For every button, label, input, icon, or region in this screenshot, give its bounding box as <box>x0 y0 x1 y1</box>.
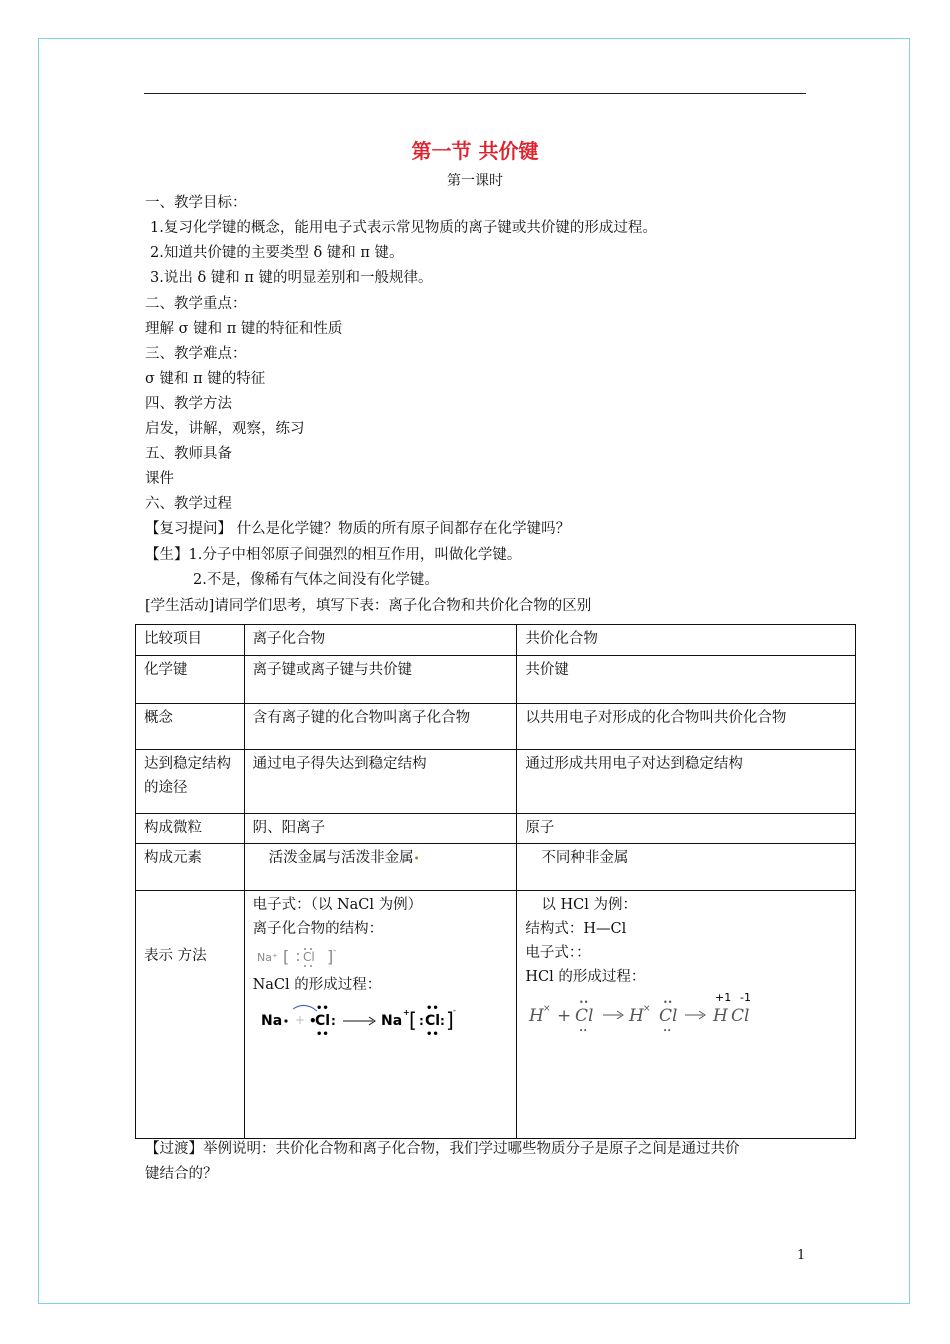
na-ion-charge: + <box>402 1008 410 1017</box>
table-cell: 共价化合物 <box>517 625 856 656</box>
section-heading-difficulties: 三、教学难点： <box>145 346 247 362</box>
cl-ion-charge: - <box>452 1006 456 1015</box>
electron-dot <box>310 965 312 967</box>
electron-dot <box>284 1019 287 1022</box>
electron-dots-bottom: •• <box>425 1029 439 1039</box>
table-cell: 通过电子得失达到稳定结构 <box>244 750 517 814</box>
na-ion-symbol: Na <box>380 1013 402 1029</box>
table-cell: 不同种非金属 <box>517 844 856 891</box>
electron-dots-top: •• <box>579 998 589 1007</box>
cl-symbol: Cl <box>314 1013 330 1029</box>
electron-cross: × <box>643 1004 651 1014</box>
nacl-electron-formula <box>253 941 509 973</box>
electron-dot <box>297 953 299 955</box>
table-cell: 共价键 <box>517 656 856 704</box>
table-row <box>136 750 856 814</box>
section-heading-preparation: 五、教师具备 <box>145 446 232 462</box>
difficulties-text: σ 键和 π 键的特征 <box>145 371 266 387</box>
nacl-formation-graphic <box>253 1001 463 1039</box>
page-subtitle: 第一课时 <box>447 173 503 189</box>
bracket-right: ] <box>326 947 333 966</box>
electron-dots-right: : <box>330 1014 336 1028</box>
table-cell-covalent-representation <box>517 891 856 1139</box>
cl-symbol: Cl <box>731 1006 750 1026</box>
plus-sign: + <box>294 1013 305 1027</box>
nacl-formation-process <box>253 1001 509 1041</box>
electron-transfer-arrow <box>293 1005 317 1011</box>
cl-symbol: Cl <box>302 950 315 964</box>
hcl-example-label: 以 HCl 为例： <box>541 897 637 913</box>
table-cell-text: 活泼金属与活泼非金属 <box>268 850 414 866</box>
plus-sign: + <box>557 1006 572 1026</box>
section-heading-key-points: 二、教学重点： <box>145 296 247 312</box>
hcl-formation-graphic <box>525 989 775 1035</box>
hcl-formation-process <box>525 989 847 1037</box>
electron-dots-top: •• <box>315 1003 329 1014</box>
electron-dots-top: •• <box>663 998 673 1007</box>
table-cell: 原子 <box>517 814 856 844</box>
electron-dots-left: : <box>418 1014 424 1028</box>
goal-item-2: 2.知道共价键的主要类型 δ 键和 π 键。 <box>150 245 404 261</box>
table-cell: 表示 方法 <box>136 891 245 1139</box>
section-heading-process: 六、教学过程 <box>145 496 232 512</box>
electron-cross: × <box>543 1004 551 1014</box>
table-cell: 达到稳定结构的途径 <box>136 750 245 814</box>
table-row <box>136 656 856 704</box>
hcl-structural-formula: 结构式：H—Cl <box>525 921 627 937</box>
key-points-text: 理解 σ 键和 π 键的特征和性质 <box>145 321 343 337</box>
na-symbol: Na <box>260 1013 282 1029</box>
bracket-left: [ <box>408 1008 417 1032</box>
methods-text: 启发，讲解，观察，练习 <box>145 421 305 437</box>
table-cell-ionic-representation <box>244 891 517 1139</box>
electron-dots-bottom: •• <box>663 1027 672 1035</box>
mark-dot: • <box>413 854 420 865</box>
table-row <box>136 814 856 844</box>
table-cell <box>244 844 517 891</box>
student-answer-1: 【生】1.分子中相邻原子间强烈的相互作用，叫做化学键。 <box>145 547 522 563</box>
oxidation-state-cl: -1 <box>740 991 752 1004</box>
comparison-table <box>135 624 856 1139</box>
table-header-row <box>136 625 856 656</box>
h-symbol: H <box>713 1006 729 1026</box>
table-cell: 离子键或离子键与共价键 <box>244 656 517 704</box>
electron-dots-left: • <box>308 1014 317 1028</box>
goal-item-1: 1.复习化学键的概念，能用电子式表示常见物质的离子键或共价键的形成过程。 <box>150 220 657 236</box>
oxidation-state-h: +1 <box>715 991 732 1004</box>
table-cell: 构成微粒 <box>136 814 245 844</box>
cl-ion-symbol: Cl <box>424 1013 440 1029</box>
cl-symbol: Cl <box>575 1006 594 1026</box>
electron-dot <box>310 948 312 950</box>
table-row <box>136 844 856 891</box>
goal-item-3: 3.说出 δ 键和 π 键的明显差别和一般规律。 <box>150 270 433 286</box>
student-answer-2: 2.不是，像稀有气体之间没有化学键。 <box>193 572 439 588</box>
electron-dot <box>304 965 306 967</box>
ionic-electron-formula-label: 电子式：（以 NaCl 为例） <box>252 897 423 913</box>
ionic-structure-label: 离子化合物的结构： <box>252 921 384 937</box>
table-cell: 离子化合物 <box>244 625 517 656</box>
table-row <box>136 704 856 750</box>
electron-dots-right: : <box>439 1014 445 1028</box>
electron-dots-top: •• <box>425 1003 439 1014</box>
page-title: 第一节 共价键 <box>411 139 539 163</box>
preparation-text: 课件 <box>145 471 174 487</box>
electron-dots-bottom: •• <box>315 1029 329 1039</box>
table-cell: 构成元素 <box>136 844 245 891</box>
table-cell: 以共用电子对形成的化合物叫共价化合物 <box>517 704 856 750</box>
bracket-right: ] <box>445 1008 454 1032</box>
table-cell: 比较项目 <box>136 625 245 656</box>
student-activity: [学生活动]请同学们思考，填写下表：离子化合物和共价化合物的区别 <box>145 598 592 614</box>
nacl-formation-label: NaCl 的形成过程： <box>252 977 382 993</box>
table-cell: 含有离子键的化合物叫离子化合物 <box>244 704 517 750</box>
electron-dot <box>297 959 299 961</box>
section-heading-goals: 一、教学目标： <box>145 195 247 211</box>
hcl-electron-formula-label: 电子式：： <box>525 945 591 961</box>
nacl-electron-formula-graphic <box>253 941 363 971</box>
review-question: 【复习提问】 什么是化学键？物质的所有原子间都存在化学键吗？ <box>145 521 571 537</box>
table-cell: 阴、阳离子 <box>244 814 517 844</box>
table-row-representation <box>136 891 856 1139</box>
cl-symbol: Cl <box>659 1006 678 1026</box>
table-cell: 通过形成共用电子对达到稳定结构 <box>517 750 856 814</box>
table-cell: 化学键 <box>136 656 245 704</box>
page-number: 1 <box>797 1248 806 1263</box>
h-symbol: H <box>629 1006 645 1026</box>
na-symbol: Na⁺ <box>256 951 278 964</box>
electron-dot <box>304 948 306 950</box>
header-rule <box>144 93 806 94</box>
table-cell: 概念 <box>136 704 245 750</box>
h-symbol: H <box>529 1006 545 1026</box>
section-heading-methods: 四、教学方法 <box>145 396 232 412</box>
transition-text-line2: 键结合的？ <box>145 1166 218 1182</box>
charge-minus: - <box>332 946 336 956</box>
electron-dots-bottom: •• <box>579 1027 588 1035</box>
hcl-formation-label: HCl 的形成过程： <box>525 969 646 985</box>
bracket-left: [ <box>282 947 289 966</box>
transition-text-line1: 【过渡】举例说明：共价化合物和离子化合物，我们学过哪些物质分子是原子之间是通过共价 <box>145 1141 740 1157</box>
